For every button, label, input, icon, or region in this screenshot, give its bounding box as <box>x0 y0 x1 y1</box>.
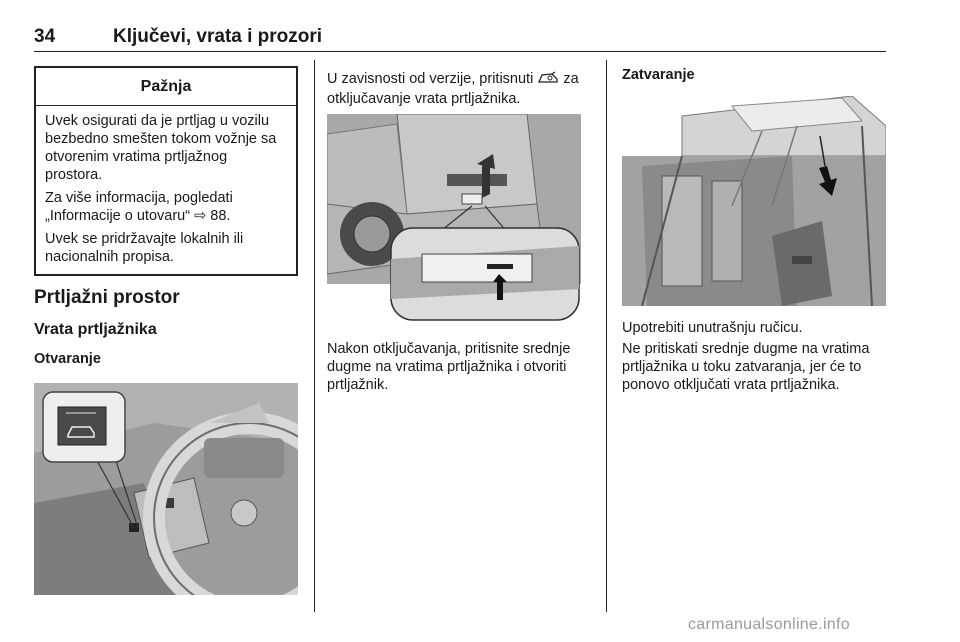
page-header <box>34 26 886 52</box>
unlock-text-end: za otključavanje vrata prtljažnika. <box>327 71 579 107</box>
notice-body <box>36 106 296 266</box>
chapter-title: Ključevi, vrata i prozori <box>113 26 323 47</box>
closing-paragraph: Ne pritiskati srednje dugme na vratima prtljažnika u toku zatvaranja, jer će to ponovo otključati vrata prtljažnika. <box>622 341 870 393</box>
opening-heading: Otvaranje <box>34 351 101 367</box>
section-title: Prtljažni prostor <box>34 287 180 308</box>
notice-title: Pažnja <box>36 68 296 106</box>
caution-notice <box>34 66 298 276</box>
closing-heading: Zatvaranje <box>622 67 695 83</box>
unlock-instruction <box>327 70 597 108</box>
column-divider-right <box>606 60 607 612</box>
dashboard-illustration <box>34 383 298 595</box>
notice-cross-reference[interactable]: „Informacije o utovaru“ ⇨ 88. <box>45 208 231 224</box>
closing-paragraph: Upotrebiti unutrašnju ručicu. <box>622 320 803 336</box>
after-unlock-instruction: Nakon otključavanja, pritisnite srednje dugme na vratima prtljažnika i otvoriti prtljažnik. <box>327 341 571 393</box>
subsection-title: Vrata prtljažnika <box>34 321 157 338</box>
notice-paragraph: Uvek se pridržavajte lokalnih ili nacionalnih propisa. <box>45 231 244 265</box>
page-number: 34 <box>34 26 56 47</box>
tailgate-unlock-icon <box>537 71 559 90</box>
notice-paragraph: Uvek osigurati da je prtljag u vozilu bezbedno smešten tokom vožnje sa otvorenim vratima prtljažnog prostora. <box>45 113 277 183</box>
notice-paragraph: Za više informacija, pogledati <box>45 190 233 206</box>
watermark: carmanualsonline.info <box>688 616 850 633</box>
closing-instructions <box>622 319 888 397</box>
open-tailgate-illustration <box>622 96 886 306</box>
column-divider-left <box>314 60 315 612</box>
unlock-text: U zavisnosti od verzije, pritisnuti <box>327 71 534 87</box>
tailgate-button-illustration <box>327 114 581 322</box>
